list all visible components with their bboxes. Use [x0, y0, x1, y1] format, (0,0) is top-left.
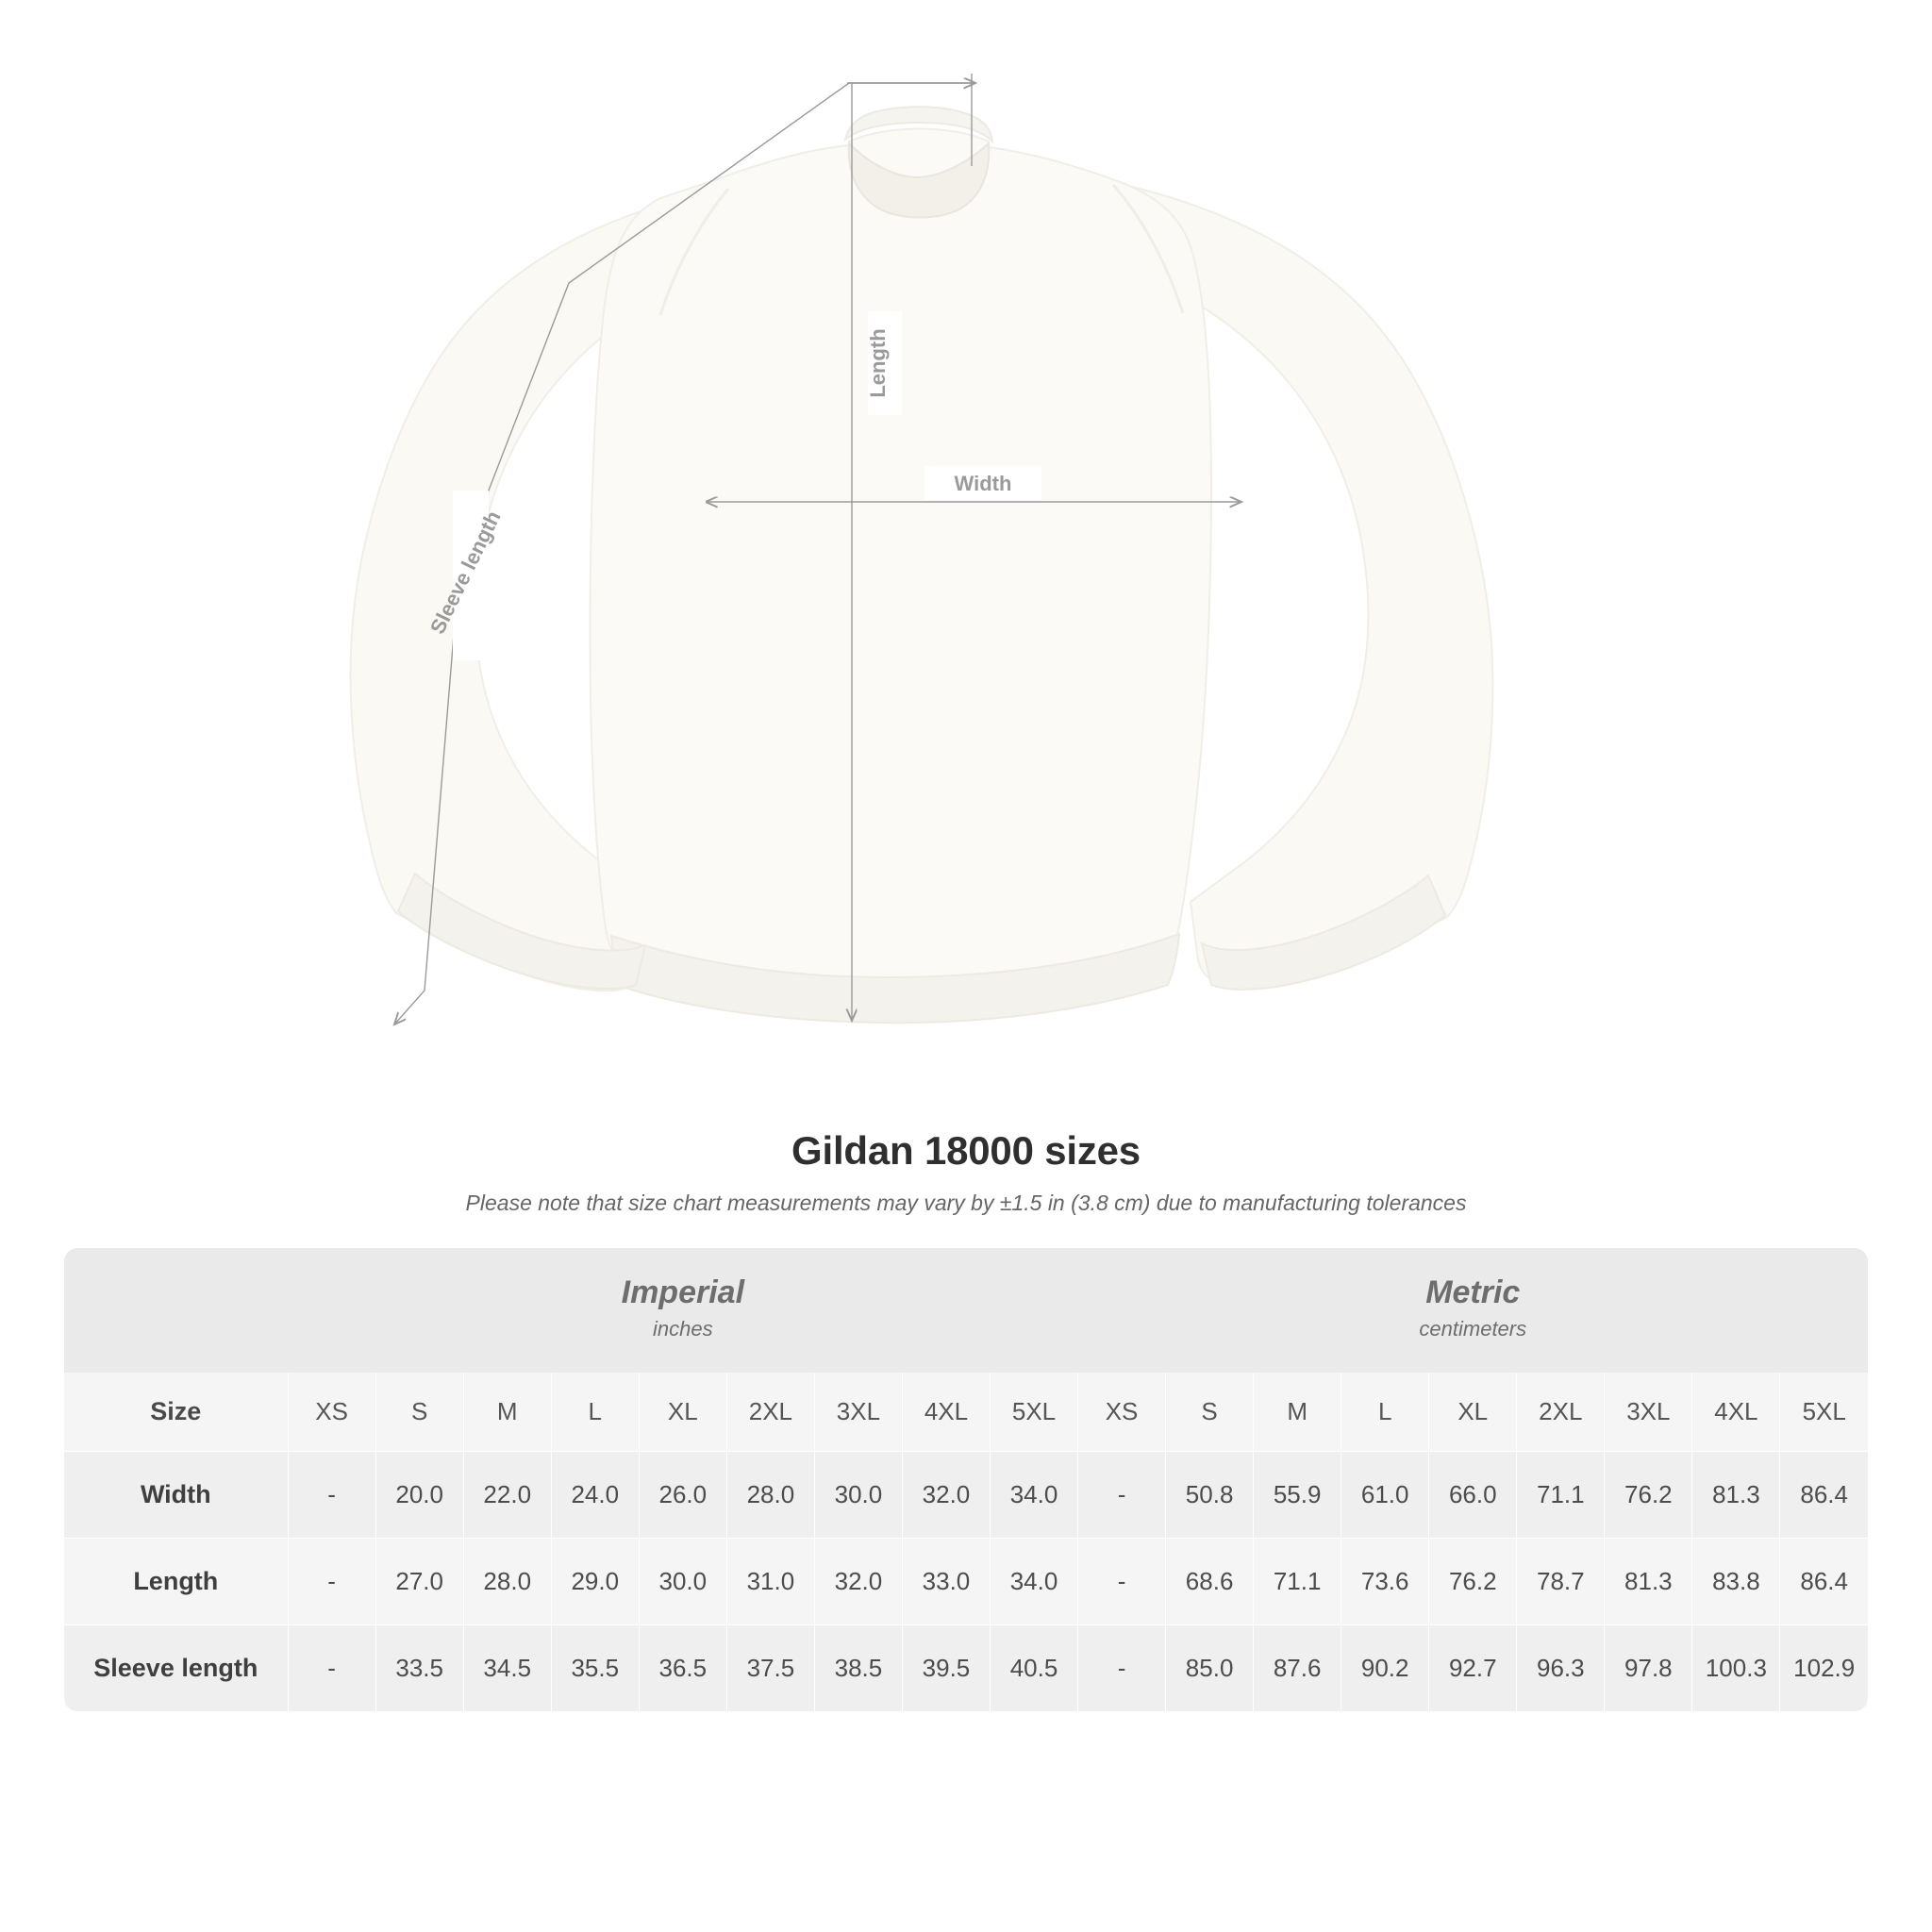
unit-name-imperial: Imperial — [621, 1274, 745, 1310]
size-header-metric-xs: XS — [1078, 1373, 1166, 1452]
width-label: Width — [954, 472, 1012, 495]
size-header-imperial-5xl: 5XL — [990, 1373, 1077, 1452]
cell-width-imperial-l: 24.0 — [551, 1451, 639, 1538]
row-label-width: Width — [64, 1451, 288, 1538]
cell-sleeve-metric-4xl: 100.3 — [1692, 1624, 1780, 1711]
size-header-imperial-s: S — [375, 1373, 463, 1452]
size-header-metric-xl: XL — [1429, 1373, 1517, 1452]
cell-sleeve-imperial-2xl: 37.5 — [726, 1624, 814, 1711]
cell-width-imperial-s: 20.0 — [375, 1451, 463, 1538]
size-header-label: Size — [64, 1373, 288, 1452]
cell-length-imperial-4xl: 33.0 — [902, 1538, 990, 1624]
size-header-row — [64, 1373, 1868, 1452]
cell-length-imperial-3xl: 32.0 — [814, 1538, 902, 1624]
size-header-imperial-l: L — [551, 1373, 639, 1452]
cell-sleeve-metric-m: 87.6 — [1254, 1624, 1341, 1711]
cell-width-metric-4xl: 81.3 — [1692, 1451, 1780, 1538]
cell-sleeve-imperial-4xl: 39.5 — [902, 1624, 990, 1711]
table-row — [64, 1624, 1868, 1711]
cell-sleeve-imperial-s: 33.5 — [375, 1624, 463, 1711]
tolerance-note: Please note that size chart measurements may vary by ±1.5 in (3.8 cm) due to manufacturing tolerances — [465, 1191, 1467, 1215]
cell-length-metric-xs: - — [1078, 1538, 1166, 1624]
cell-sleeve-metric-2xl: 96.3 — [1517, 1624, 1605, 1711]
size-header-metric-l: L — [1341, 1373, 1429, 1452]
size-table-container — [64, 1248, 1868, 1711]
length-label: Length — [866, 328, 890, 398]
cell-length-imperial-m: 28.0 — [463, 1538, 551, 1624]
unit-header-imperial — [288, 1248, 1077, 1373]
cell-width-imperial-4xl: 32.0 — [902, 1451, 990, 1538]
sweatshirt-shape — [351, 107, 1493, 1023]
cell-sleeve-metric-xl: 92.7 — [1429, 1624, 1517, 1711]
cell-sleeve-metric-s: 85.0 — [1166, 1624, 1254, 1711]
size-header-metric-3xl: 3XL — [1605, 1373, 1692, 1452]
cell-sleeve-imperial-xs: - — [288, 1624, 375, 1711]
cell-length-metric-4xl: 83.8 — [1692, 1538, 1780, 1624]
cell-width-imperial-xl: 26.0 — [639, 1451, 726, 1538]
row-label-length: Length — [64, 1538, 288, 1624]
cell-width-metric-l: 61.0 — [1341, 1451, 1429, 1538]
unit-header-metric — [1078, 1248, 1868, 1373]
size-header-imperial-2xl: 2XL — [726, 1373, 814, 1452]
cell-length-imperial-5xl: 34.0 — [990, 1538, 1077, 1624]
size-table — [64, 1248, 1868, 1711]
cell-sleeve-metric-l: 90.2 — [1341, 1624, 1429, 1711]
cell-width-metric-xl: 66.0 — [1429, 1451, 1517, 1538]
unit-sub-imperial: inches — [653, 1316, 713, 1341]
cell-sleeve-imperial-3xl: 38.5 — [814, 1624, 902, 1711]
size-header-imperial-m: M — [463, 1373, 551, 1452]
cell-sleeve-imperial-m: 34.5 — [463, 1624, 551, 1711]
cell-width-metric-m: 55.9 — [1254, 1451, 1341, 1538]
size-header-metric-s: S — [1166, 1373, 1254, 1452]
cell-width-imperial-xs: - — [288, 1451, 375, 1538]
cell-length-metric-s: 68.6 — [1166, 1538, 1254, 1624]
size-header-imperial-xl: XL — [639, 1373, 726, 1452]
table-row — [64, 1538, 1868, 1624]
cell-sleeve-imperial-xl: 36.5 — [639, 1624, 726, 1711]
cell-width-imperial-m: 22.0 — [463, 1451, 551, 1538]
cell-length-metric-l: 73.6 — [1341, 1538, 1429, 1624]
size-header-metric-m: M — [1254, 1373, 1341, 1452]
row-label-sleeve-length: Sleeve length — [64, 1624, 288, 1711]
cell-sleeve-imperial-5xl: 40.5 — [990, 1624, 1077, 1711]
sleeve-length-label: Sleeve length — [425, 507, 506, 638]
cell-sleeve-metric-xs: - — [1078, 1624, 1166, 1711]
cell-length-imperial-xs: - — [288, 1538, 375, 1624]
cell-width-imperial-5xl: 34.0 — [990, 1451, 1077, 1538]
cell-length-imperial-2xl: 31.0 — [726, 1538, 814, 1624]
cell-width-metric-3xl: 76.2 — [1605, 1451, 1692, 1538]
unit-name-metric: Metric — [1425, 1274, 1521, 1310]
cell-length-metric-5xl: 86.4 — [1780, 1538, 1868, 1624]
cell-width-metric-5xl: 86.4 — [1780, 1451, 1868, 1538]
cell-sleeve-metric-3xl: 97.8 — [1605, 1624, 1692, 1711]
page-title: Gildan 18000 sizes — [791, 1128, 1141, 1173]
unit-header-spacer — [64, 1248, 288, 1373]
cell-width-metric-xs: - — [1078, 1451, 1166, 1538]
cell-sleeve-imperial-l: 35.5 — [551, 1624, 639, 1711]
size-header-imperial-3xl: 3XL — [814, 1373, 902, 1452]
cell-sleeve-metric-5xl: 102.9 — [1780, 1624, 1868, 1711]
cell-length-imperial-xl: 30.0 — [639, 1538, 726, 1624]
cell-length-metric-2xl: 78.7 — [1517, 1538, 1605, 1624]
cell-length-metric-m: 71.1 — [1254, 1538, 1341, 1624]
cell-width-metric-2xl: 71.1 — [1517, 1451, 1605, 1538]
unit-header-row — [64, 1248, 1868, 1373]
size-header-metric-2xl: 2XL — [1517, 1373, 1605, 1452]
cell-length-metric-xl: 76.2 — [1429, 1538, 1517, 1624]
cell-width-imperial-2xl: 28.0 — [726, 1451, 814, 1538]
size-header-metric-5xl: 5XL — [1780, 1373, 1868, 1452]
cell-length-imperial-s: 27.0 — [375, 1538, 463, 1624]
cell-length-imperial-l: 29.0 — [551, 1538, 639, 1624]
cell-width-imperial-3xl: 30.0 — [814, 1451, 902, 1538]
size-header-imperial-4xl: 4XL — [902, 1373, 990, 1452]
size-header-metric-4xl: 4XL — [1692, 1373, 1780, 1452]
cell-length-metric-3xl: 81.3 — [1605, 1538, 1692, 1624]
size-header-imperial-xs: XS — [288, 1373, 375, 1452]
table-row — [64, 1451, 1868, 1538]
unit-sub-metric: centimeters — [1419, 1316, 1527, 1341]
cell-width-metric-s: 50.8 — [1166, 1451, 1254, 1538]
